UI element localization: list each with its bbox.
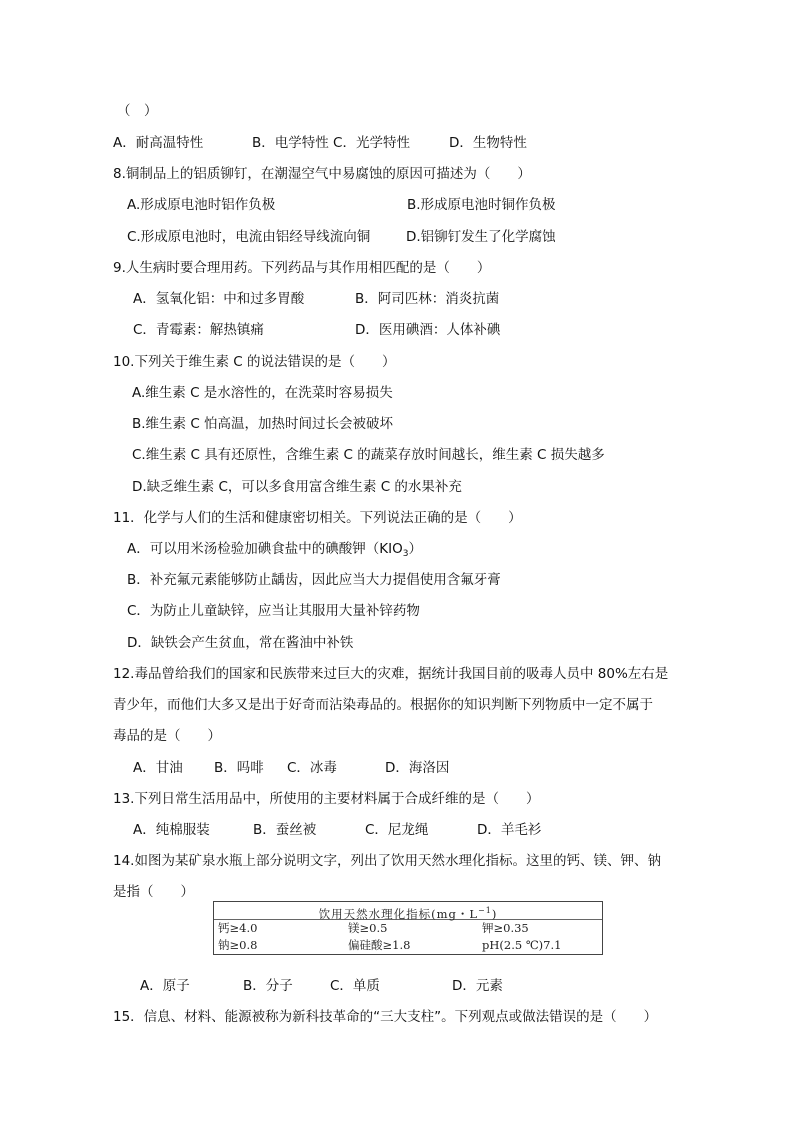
- q14-stem-line-1: 14.如图为某矿泉水瓶上部分说明文字，列出了饮用天然水理化指标。这里的钙、镁、钾、钠: [113, 853, 661, 869]
- q11-option-a-close: ）: [408, 541, 422, 557]
- q9-option-b: B．阿司匹林：消炎抗菌: [355, 291, 500, 307]
- table-cell-magnesium: 镁≥0.5: [348, 921, 388, 935]
- q9-stem: 9.人生病时要合理用药。下列药品与其作用相匹配的是（ ）: [113, 260, 491, 276]
- table-title-close: ): [491, 907, 498, 921]
- q7-option-a: A．耐高温特性: [113, 135, 204, 151]
- table-cell-potassium: 钾≥0.35: [482, 921, 529, 935]
- q10-option-c: C.维生素 C 具有还原性，含维生素 C 的蔬菜存放时间越长，维生素 C 损失越多: [132, 447, 605, 463]
- q12-stem-line-3: 毒品的是（ ）: [113, 728, 221, 744]
- q13-option-b: B．蚕丝被: [253, 822, 317, 838]
- q8-option-b: B.形成原电池时铜作负极: [407, 197, 556, 213]
- q8-option-a: A.形成原电池时铝作负极: [127, 197, 276, 213]
- mineral-water-label-table: [213, 901, 603, 955]
- q7-answer-bracket: （ ）: [117, 103, 158, 119]
- table-title: [214, 902, 602, 920]
- q10-option-b: B.维生素 C 怕高温，加热时间过长会被破坏: [132, 416, 394, 432]
- q12-option-b: B．吗啡: [214, 760, 264, 776]
- q14-stem-line-2: 是指（ ）: [113, 884, 194, 900]
- q12-stem-line-2: 青少年，而他们大多又是出于好奇而沾染毒品的。根据你的知识判断下列物质中一定不属于: [113, 697, 653, 713]
- table-cell-metasilicic-acid: 偏硅酸≥1.8: [348, 938, 411, 952]
- q11-option-b: B．补充氟元素能够防止龋齿，因此应当大力提倡使用含氟牙膏: [127, 572, 501, 588]
- q7-option-bc: B．电学特性 C．光学特性: [252, 135, 410, 151]
- q11-option-a-text: A．可以用米汤检验加碘食盐中的碘酸钾（KIO: [127, 541, 403, 557]
- q14-option-b: B．分子: [243, 978, 293, 994]
- table-title-text: 饮用天然水理化指标(mg・L: [318, 907, 479, 921]
- table-cell-calcium: 钙≥4.0: [218, 921, 258, 935]
- q14-option-a: A．原子: [140, 978, 190, 994]
- table-cell-ph: pH(2.5 ℃)7.1: [482, 938, 562, 952]
- q10-stem: 10.下列关于维生素 C 的说法错误的是（ ）: [113, 354, 396, 370]
- q14-option-c: C．单质: [330, 978, 380, 994]
- table-cell-sodium: 钠≥0.8: [218, 938, 258, 952]
- q9-option-c: C．青霉素：解热镇痛: [133, 322, 264, 338]
- q11-option-a: [127, 539, 422, 564]
- q13-option-a: A．纯棉服装: [133, 822, 210, 838]
- q12-stem-line-1: 12.毒品曾给我们的国家和民族带来过巨大的灾难，据统计我国目前的吸毒人员中 80%左右是: [113, 666, 669, 682]
- q8-stem: 8.铜制品上的铝质铆钉，在潮湿空气中易腐蚀的原因可描述为（ ）: [113, 166, 531, 182]
- q12-option-d: D．海洛因: [385, 760, 450, 776]
- q13-option-d: D．羊毛衫: [477, 822, 542, 838]
- q11-stem: 11．化学与人们的生活和健康密切相关。下列说法正确的是（ ）: [113, 510, 522, 526]
- q12-option-a: A．甘油: [133, 760, 183, 776]
- q10-option-d: D.缺乏维生素 C，可以多食用富含维生素 C 的水果补充: [132, 479, 462, 495]
- q9-option-d: D．医用碘酒：人体补碘: [355, 322, 501, 338]
- q7-option-d: D．生物特性: [449, 135, 527, 151]
- q13-stem: 13.下列日常生活用品中，所使用的主要材料属于合成纤维的是（ ）: [113, 791, 540, 807]
- q8-option-c: C.形成原电池时，电流由铝经导线流向铜: [127, 229, 371, 245]
- q15-stem: 15．信息、材料、能源被称为新科技革命的“三大支柱”。下列观点或做法错误的是（ ）: [113, 1009, 658, 1025]
- table-title-exponent: −1: [478, 906, 492, 915]
- q8-option-d: D.铝铆钉发生了化学腐蚀: [406, 229, 556, 245]
- q11-subscript: 3: [402, 549, 409, 559]
- q11-option-d: D．缺铁会产生贫血，常在酱油中补铁: [127, 635, 354, 651]
- q12-option-c: C．冰毒: [287, 760, 337, 776]
- q10-option-a: A.维生素 C 是水溶性的，在洗菜时容易损失: [132, 385, 393, 401]
- q13-option-c: C．尼龙绳: [365, 822, 429, 838]
- q11-option-c: C．为防止儿童缺锌，应当让其服用大量补锌药物: [127, 603, 420, 619]
- q14-option-d: D．元素: [452, 978, 503, 994]
- q9-option-a: A．氢氧化铝：中和过多胃酸: [133, 291, 305, 307]
